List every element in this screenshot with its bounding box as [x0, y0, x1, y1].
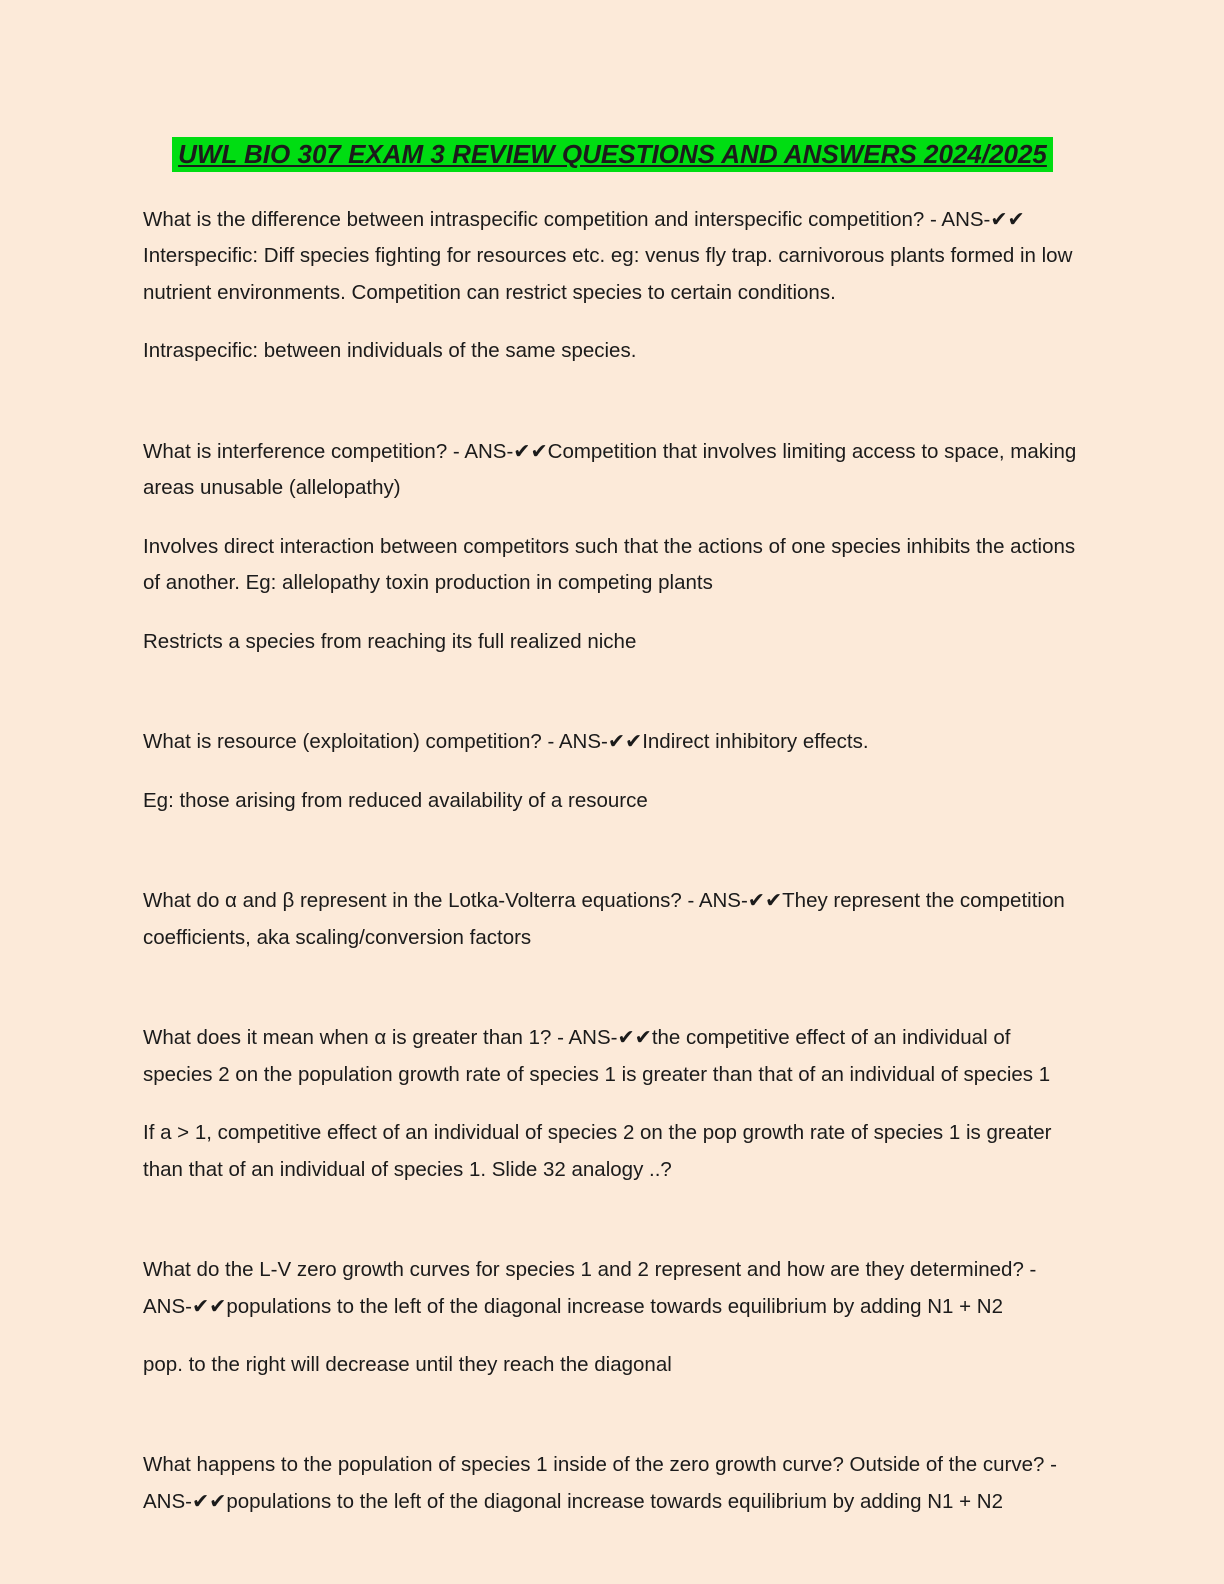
qa-paragraph: Intraspecific: between individuals of the same species.: [143, 339, 637, 363]
qa-paragraph: What do the L-V zero growth curves for species 1 and 2 represent and how are they determined? - ANS-✔✔populations to the left of the diagonal increase towards equilibrium by adding N1 + N2: [143, 1258, 1037, 1318]
qa-paragraph: What is resource (exploitation) competition? - ANS-✔✔Indirect inhibitory effects.: [143, 730, 869, 754]
qa-block: [143, 434, 1082, 660]
qa-paragraph: What do α and β represent in the Lotka-Volterra equations? - ANS-✔✔They represent the competition coefficients, aka scaling/conversion factors: [143, 889, 1065, 949]
qa-paragraph: What is the difference between intraspecific competition and interspecific competition? - ANS-✔✔ Interspecific: Diff species fighting for resources etc. eg: venus fly trap. carnivorous plants formed in low nutrient environments. Competition can restrict species to certain conditions.: [143, 207, 1073, 304]
qa-paragraph: What does it mean when α is greater than 1? - ANS-✔✔the competitive effect of an individual of species 2 on the population growth rate of species 1 is greater than that of an individual of species 1: [143, 1026, 1051, 1086]
qa-block: [143, 883, 1082, 956]
qa-paragraph: pop. to the right will decrease until they reach the diagonal: [143, 1353, 672, 1376]
qa-paragraph: Restricts a species from reaching its full realized niche: [143, 629, 637, 653]
qa-paragraph: Eg: those arising from reduced availability of a resource: [143, 788, 648, 812]
qa-block: [143, 724, 1082, 819]
qa-block: [143, 1252, 1082, 1383]
qa-block: [143, 1447, 1082, 1520]
qa-paragraph: Involves direct interaction between competitors such that the actions of one species inhibits the actions of another. Eg: allelopathy toxin production in competing plants: [143, 534, 1076, 595]
qa-paragraph: What happens to the population of species 1 inside of the zero growth curve? Outside of the curve? - ANS-✔✔populations to the left of the diagonal increase towards equilibrium by adding N1 + N2: [143, 1453, 1057, 1513]
qa-paragraph: If a > 1, competitive effect of an individual of species 2 on the pop growth rate of species 1 is greater than that of an individual of species 1. Slide 32 analogy ..?: [143, 1121, 1052, 1181]
qa-block: [143, 1020, 1082, 1188]
qa-paragraph: What is interference competition? - ANS-✔✔Competition that involves limiting access to space, making areas unusable (allelopathy): [143, 439, 1077, 500]
page-title: [143, 138, 1082, 172]
qa-block: [143, 202, 1082, 370]
title-highlight: UWL BIO 307 EXAM 3 REVIEW QUESTIONS AND ANSWERS 2024/2025: [172, 137, 1053, 172]
